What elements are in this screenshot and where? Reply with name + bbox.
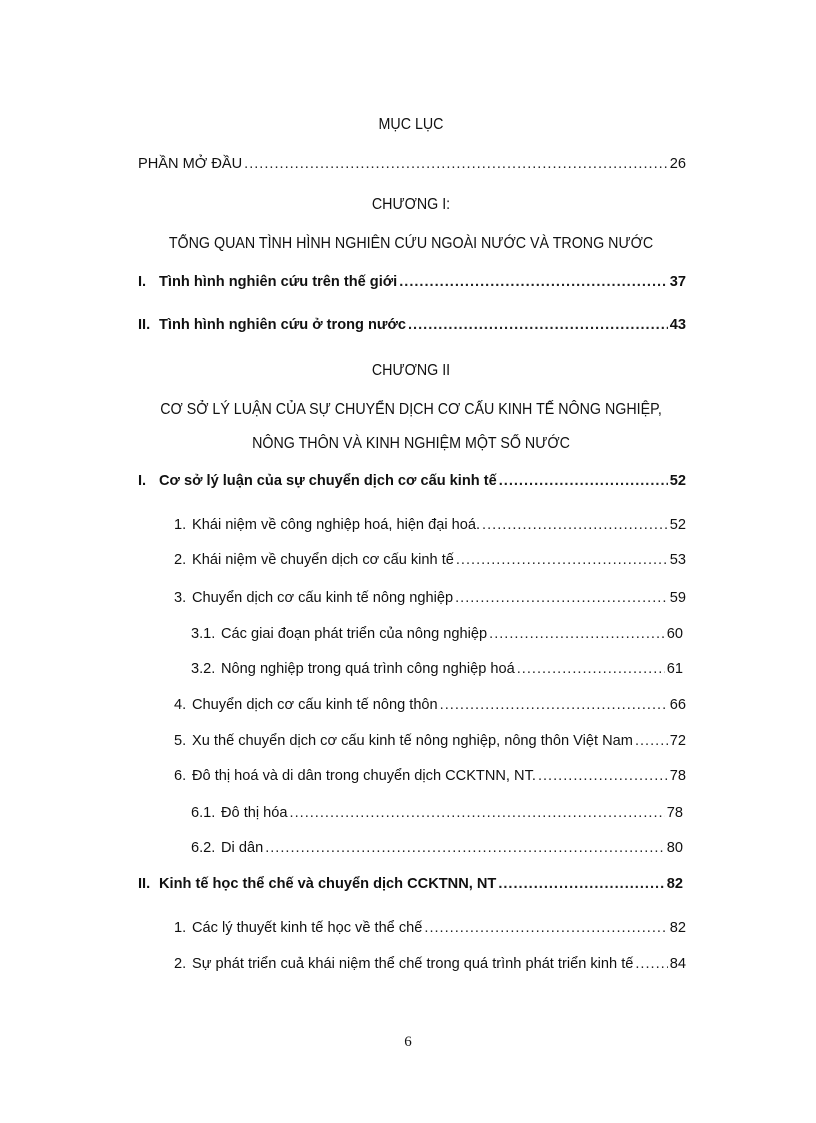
toc-entry-page: 59 bbox=[669, 590, 686, 606]
toc-subentry bbox=[191, 840, 683, 856]
leader-dots bbox=[244, 156, 668, 172]
chapter-heading: CHƯƠNG II bbox=[371, 362, 451, 379]
leader-dots bbox=[635, 956, 667, 972]
toc-entry-number: 3.1. bbox=[191, 626, 216, 642]
toc-entry bbox=[174, 517, 686, 533]
toc-entry bbox=[174, 552, 686, 568]
chapter-subtitle: TỔNG QUAN TÌNH HÌNH NGHIÊN CỨU NGOÀI NƯỚC VÀ TRONG NƯỚC bbox=[168, 235, 654, 252]
page-number: 6 bbox=[404, 1034, 412, 1050]
toc-entry-number: 2. bbox=[174, 552, 187, 568]
leader-dots bbox=[290, 805, 665, 821]
toc-entry-page: 61 bbox=[666, 661, 683, 677]
toc-entry-page: 78 bbox=[666, 805, 683, 821]
toc-entry-label bbox=[191, 626, 487, 642]
toc-entry-number: 4. bbox=[174, 697, 187, 713]
toc-entry-label bbox=[138, 274, 397, 290]
toc-entry bbox=[138, 317, 686, 333]
toc-entry-page: 82 bbox=[669, 920, 686, 936]
chapter-subtitle-line1: CƠ SỞ LÝ LUẬN CỦA SỰ CHUYỂN DỊCH CƠ CẤU KINH TẾ NÔNG NGHIỆP, bbox=[160, 401, 662, 418]
toc-entry-text: Nông nghiệp trong quá trình công nghiệp hoá bbox=[221, 661, 515, 677]
leader-dots bbox=[489, 626, 665, 642]
toc-entry-number: 6. bbox=[174, 768, 187, 784]
toc-entry bbox=[174, 590, 686, 606]
toc-entry-label: PHẦN MỞ ĐẦU bbox=[138, 156, 243, 172]
toc-entry bbox=[174, 920, 686, 936]
toc-entry-page: 66 bbox=[669, 697, 686, 713]
toc-entry-text: Khái niệm về công nghiệp hoá, hiện đại hoá. bbox=[192, 517, 481, 533]
toc-entry-label bbox=[191, 805, 288, 821]
leader-dots bbox=[635, 733, 668, 749]
toc-entry-label bbox=[191, 840, 263, 856]
toc-entry-page: 52 bbox=[669, 517, 686, 533]
toc-entry-number: 1. bbox=[174, 920, 187, 936]
toc-title: MỤC LỤC bbox=[378, 116, 444, 133]
leader-dots bbox=[498, 876, 664, 892]
chapter-heading: CHƯƠNG I: bbox=[371, 196, 451, 213]
toc-entry-label bbox=[174, 920, 422, 936]
toc-entry-text: Cơ sở lý luận của sự chuyển dịch cơ cấu kinh tế bbox=[159, 473, 497, 489]
toc-entry-label bbox=[191, 661, 515, 677]
toc-entry-text: Xu thế chuyển dịch cơ cấu kinh tế nông nghiệp, nông thôn Việt Nam bbox=[192, 733, 633, 749]
toc-entry-page: 53 bbox=[669, 552, 686, 568]
toc-entry-page: 26 bbox=[669, 156, 686, 172]
leader-dots bbox=[399, 274, 668, 290]
toc-entry-label bbox=[174, 552, 454, 568]
toc-entry-number: 5. bbox=[174, 733, 187, 749]
toc-entry-label bbox=[138, 473, 497, 489]
toc-entry bbox=[174, 733, 686, 749]
leader-dots bbox=[517, 661, 665, 677]
leader-dots bbox=[482, 517, 668, 533]
chapter-subtitle-line2: NÔNG THÔN VÀ KINH NGHIỆM MỘT SỐ NƯỚC bbox=[252, 435, 570, 452]
toc-entry-page: 80 bbox=[666, 840, 683, 856]
toc-entry-number: 1. bbox=[174, 517, 187, 533]
toc-entry-page: 52 bbox=[669, 473, 686, 489]
toc-entry-number: 6.1. bbox=[191, 805, 216, 821]
toc-entry-number: 2. bbox=[174, 956, 187, 972]
toc-entry-text: Kinh tế học thể chế và chuyển dịch CCKTNN, NT bbox=[159, 876, 497, 892]
leader-dots bbox=[455, 590, 668, 606]
toc-entry-page: 37 bbox=[669, 274, 686, 290]
leader-dots bbox=[499, 473, 668, 489]
toc-entry-number: II. bbox=[138, 876, 151, 892]
toc-entry-label bbox=[174, 697, 438, 713]
leader-dots bbox=[440, 697, 668, 713]
toc-entry-number: I. bbox=[138, 473, 147, 489]
toc-entry-label bbox=[138, 876, 496, 892]
toc-entry-label bbox=[174, 768, 536, 784]
toc-entry bbox=[174, 956, 686, 972]
toc-entry-text: Đô thị hoá và di dân trong chuyển dịch CCKTNN, NT. bbox=[192, 768, 536, 784]
toc-entry-number: 6.2. bbox=[191, 840, 216, 856]
toc-entry-text: Sự phát triển cuả khái niệm thể chế trong quá trình phát triển kinh tế bbox=[192, 956, 634, 972]
leader-dots bbox=[408, 317, 668, 333]
leader-dots bbox=[538, 768, 668, 784]
toc-entry-label bbox=[174, 517, 480, 533]
toc-entry-number: II. bbox=[138, 317, 151, 333]
toc-entry-text: Khái niệm về chuyển dịch cơ cấu kinh tế bbox=[192, 552, 454, 568]
toc-entry-label bbox=[174, 733, 633, 749]
toc-entry-page: 60 bbox=[666, 626, 683, 642]
toc-entry-label bbox=[138, 317, 406, 333]
toc-section bbox=[138, 473, 686, 489]
toc-entry-number: I. bbox=[138, 274, 147, 290]
toc-entry-text: Tình hình nghiên cứu ở trong nước bbox=[159, 317, 406, 333]
toc-section bbox=[138, 876, 683, 892]
toc-entry-text: Chuyển dịch cơ cấu kinh tế nông nghiệp bbox=[192, 590, 454, 606]
toc-entry-page: 43 bbox=[669, 317, 686, 333]
toc-entry-label bbox=[174, 956, 633, 972]
toc-subentry bbox=[191, 805, 683, 821]
toc-entry-number: 3.2. bbox=[191, 661, 216, 677]
toc-entry-page: 78 bbox=[669, 768, 686, 784]
toc-entry-page: 72 bbox=[669, 733, 686, 749]
toc-entry-text: Di dân bbox=[221, 840, 264, 856]
leader-dots bbox=[456, 552, 668, 568]
toc-entry-text: Các giai đoạn phát triển của nông nghiệp bbox=[221, 626, 488, 642]
toc-entry-intro bbox=[138, 156, 686, 172]
leader-dots bbox=[424, 920, 667, 936]
toc-entry-label bbox=[174, 590, 453, 606]
toc-entry-page: 82 bbox=[666, 876, 683, 892]
toc-subentry bbox=[191, 661, 683, 677]
toc-entry-text: Các lý thuyết kinh tế học về thể chế bbox=[192, 920, 423, 936]
toc-entry-text: Đô thị hóa bbox=[221, 805, 288, 821]
toc-entry-text: Tình hình nghiên cứu trên thế giới bbox=[159, 274, 398, 290]
toc-subentry bbox=[191, 626, 683, 642]
toc-entry bbox=[174, 768, 686, 784]
toc-entry-number: 3. bbox=[174, 590, 187, 606]
leader-dots bbox=[265, 840, 665, 856]
toc-entry bbox=[174, 697, 686, 713]
toc-entry-text: Chuyển dịch cơ cấu kinh tế nông thôn bbox=[192, 697, 438, 713]
toc-entry bbox=[138, 274, 686, 290]
toc-entry-page: 84 bbox=[669, 956, 686, 972]
